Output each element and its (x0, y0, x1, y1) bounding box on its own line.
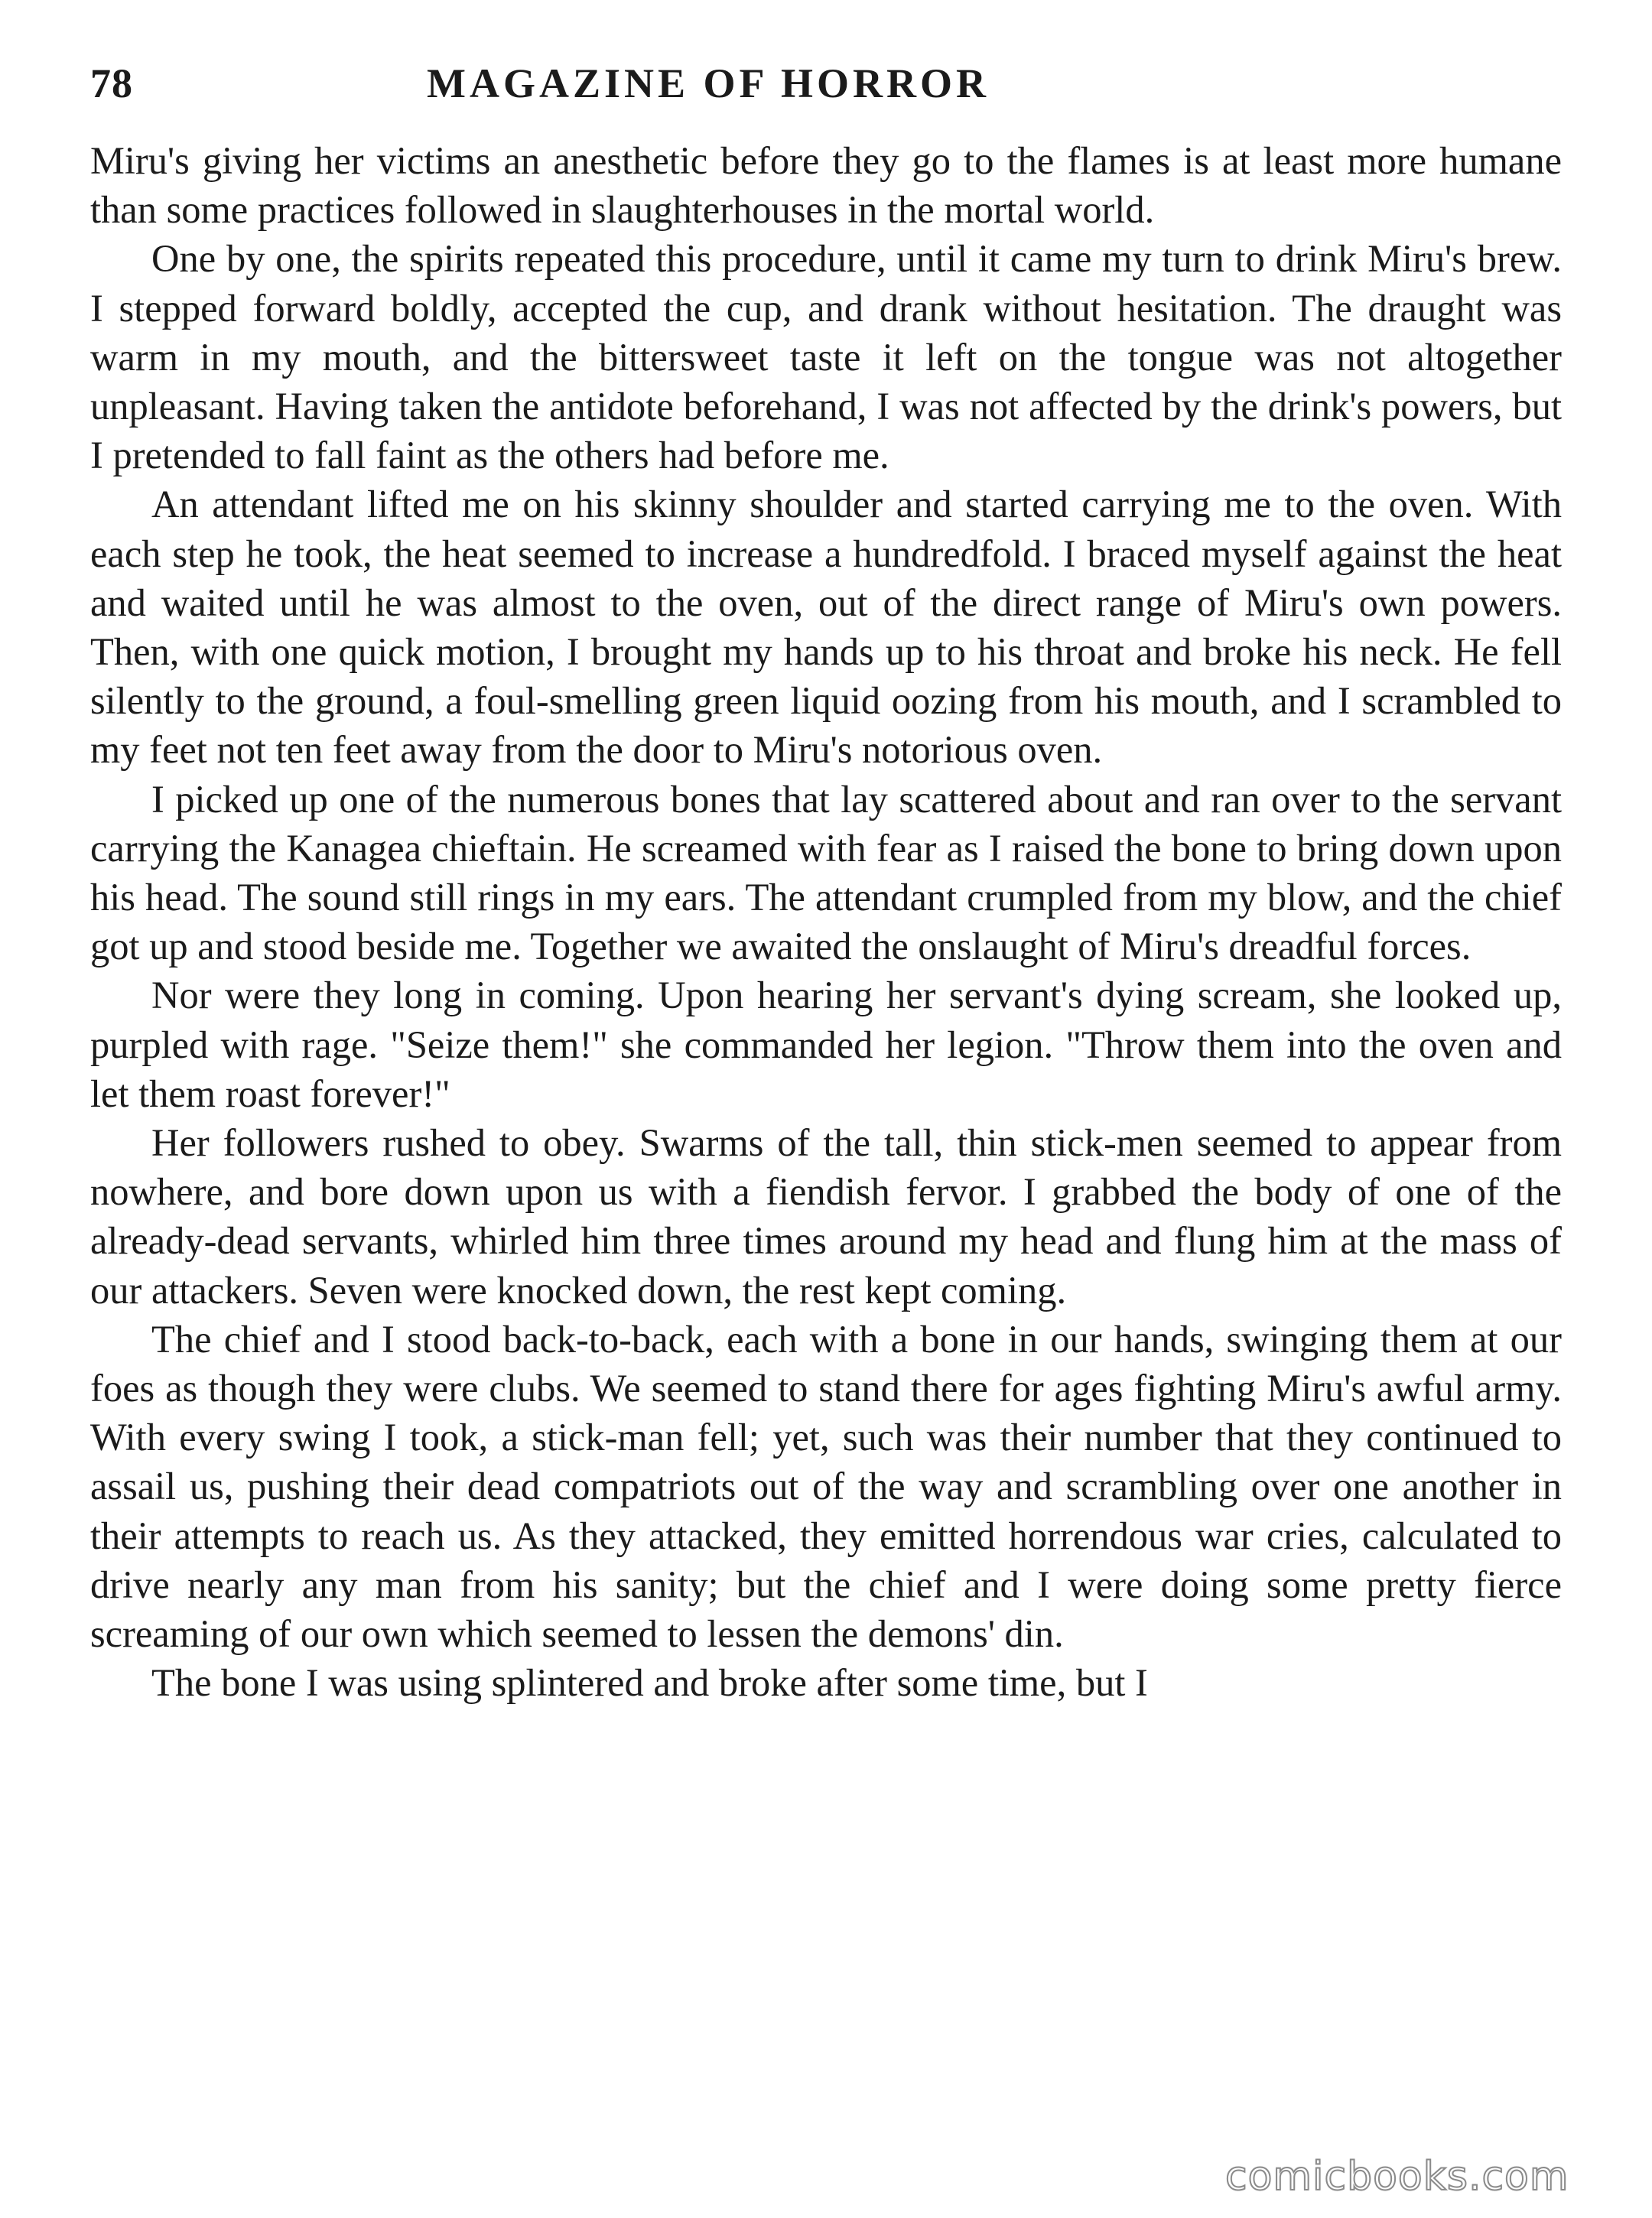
story-body (90, 136, 1562, 2194)
paragraph: One by one, the spirits repeated this procedure, until it came my turn to drink Miru's brew. I stepped forward boldly, accepted the cup, and drank without hesitation. The draught was warm in my mouth, and the bittersweet taste it left on the tongue was not altogether unpleasant. Having taken the antidote beforehand, I was not affected by the drink's powers, but I pretended to fall faint as the others had before me. (90, 237, 1562, 477)
paragraph: Her followers rushed to obey. Swarms of the tall, thin stick-men seemed to appear from nowhere, and bore down upon us with a fiendish fervor. I grabbed the body of one of the already-dead servants, whirled him three times around my head and flung him at the mass of our attackers. Seven were knocked down, the rest kept coming. (90, 1121, 1562, 1312)
paragraph: The bone I was using splintered and broke after some time, but I (151, 1661, 1148, 1705)
paragraph: The chief and I stood back-to-back, each with a bone in our hands, swinging them at our foes as though they were clubs. We seemed to stand there for ages fighting Miru's awful army. With every swing I took, a stick-man fell; yet, such was their number that they continued to assail us, pushing their dead compatriots out of the way and scrambling over one another in their attempts to reach us. As they attacked, they emitted horrendous war cries, calculated to drive nearly any man from his sanity; but the chief and I were doing some pretty fierce screaming of our own which seemed to lessen the demons' din. (90, 1317, 1562, 1656)
paragraph: An attendant lifted me on his skinny shoulder and started carrying me to the oven. With each step he took, the heat seemed to increase a hundredfold. I braced myself against the heat and waited until he was almost to the oven, out of the direct range of Miru's own powers. Then, with one quick motion, I brought my hands up to his throat and broke his neck. He fell silently to the ground, a foul-smelling green liquid oozing from his mouth, and I scrambled to my feet not ten feet away from the door to Miru's notorious oven. (90, 483, 1562, 772)
page-header (90, 60, 1562, 115)
running-head: MAGAZINE OF HORROR (427, 60, 990, 106)
paragraph: Miru's giving her victims an anesthetic before they go to the flames is at least more humane than some practices followed in slaughterhouses in the mortal world. (90, 139, 1562, 232)
paragraph: Nor were they long in coming. Upon hearing her servant's dying scream, she looked up, purpled with rage. "Seize them!" she commanded her legion. "Throw them into the oven and let them roast forever!" (90, 974, 1562, 1115)
page-number: 78 (90, 60, 133, 106)
watermark: comicbooks.com (1225, 2154, 1569, 2200)
paragraph: I picked up one of the numerous bones that lay scattered about and ran over to the servant carrying the Kanagea chieftain. He screamed with fear as I raised the bone to bring down upon his head. The sound still rings in my ears. The attendant crumpled from my blow, and the chief got up and stood beside me. Together we awaited the onslaught of Miru's dreadful forces. (90, 777, 1562, 968)
